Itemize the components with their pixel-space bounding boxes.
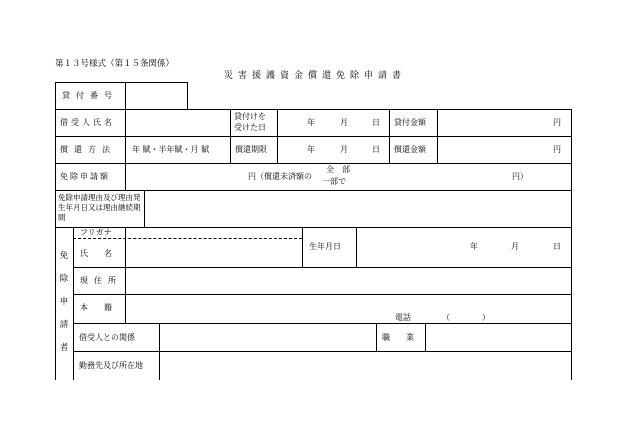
row-line-2 [55,163,572,164]
address-label: 現住所 [80,276,122,285]
form-number: 第１３号様式（第１５条関係） [55,59,175,69]
loan-date-label-1: 貸付けを [234,112,266,121]
applicant-label-1: 免 [59,251,69,261]
repayment-period-label: 償還期限 [235,145,267,154]
birth-month: 月 [511,242,519,251]
row-line-7 [73,323,572,324]
workplace-label: 勤務先及び所在地 [79,361,143,370]
applicant-name-label: 氏 名 [80,249,112,258]
relation-field[interactable] [161,325,374,349]
col-line-d [389,109,390,163]
row-line-1 [55,136,572,137]
exemption-yen-suffix: 円） [512,172,528,181]
furigana-dash [73,238,302,239]
col-line-b [230,109,231,163]
workplace-field[interactable] [161,353,570,379]
row-line-6 [73,294,572,295]
col-line-a [125,109,126,163]
address-field[interactable] [127,269,570,292]
domicile-label: 本 籍 [80,303,112,312]
col-line-h [73,227,74,380]
loan-amount-label: 貸付金額 [394,118,426,127]
row-line-4 [55,227,572,228]
col-line-g [144,190,145,227]
exemption-option-part[interactable]: 一部で [322,177,346,186]
applicant-name-field[interactable] [127,240,300,265]
applicant-label-4: 請 [59,320,69,330]
row-line-3 [55,190,572,191]
row-line-5 [73,267,572,268]
form-title: 災害援護資金償還免除申請書 [223,71,406,81]
applicant-label-2: 除 [59,274,69,284]
exemption-yen-prefix: 円（償還未済額の [248,172,312,181]
loan-date-year: 年 [307,118,315,127]
col-line-f [125,163,126,190]
applicant-label-5: 者 [59,343,69,353]
col-line-i [125,227,126,323]
row-line-8 [73,351,572,352]
loan-date-day: 日 [372,118,380,127]
loan-amount-yen: 円 [553,118,561,127]
repayment-year: 年 [307,145,315,154]
col-line-k [356,227,357,267]
repayment-amount-yen: 円 [553,145,561,154]
loan-date-label-2: 受けた日 [234,123,266,132]
col-line-m [376,323,377,351]
repayment-amount-label: 償還金額 [394,145,426,154]
col-line-c [277,109,278,163]
phone-label: 電話 [395,313,411,322]
birth-date-label: 生年月日 [309,242,341,251]
applicant-label-3: 申 [59,297,69,307]
loan-number-field[interactable] [130,92,185,106]
loan-date-month: 月 [340,118,348,127]
repayment-method-value[interactable]: 年 賦・半年賦・月 賦 [132,145,210,154]
furigana-label: フリガナ [80,228,112,237]
exemption-amount-label: 免除申請額 [60,172,110,181]
repayment-method-label: 償還方法 [60,145,116,154]
loan-number-label: 貸付番号 [62,91,118,100]
domicile-field[interactable] [127,296,570,311]
repayment-day: 日 [372,145,380,154]
occupation-field[interactable] [427,325,570,349]
phone-field[interactable]: （ ） [442,313,490,322]
col-line-n [425,323,426,351]
reason-field[interactable] [148,195,568,223]
birth-day: 日 [553,242,561,251]
occupation-label: 職 業 [382,333,414,342]
reason-label: 免除申請理由及び理由発生年月日又は理由継続期間 [58,193,141,223]
repayment-month: 月 [340,145,348,154]
col-line-e [437,109,438,163]
borrower-name-field[interactable] [127,111,228,134]
loan-number-divider [125,82,126,110]
birth-year: 年 [470,242,478,251]
exemption-option-all[interactable]: 全 部 [326,165,350,174]
relation-label: 借受人との関係 [79,333,135,342]
col-line-j [302,227,303,267]
borrower-name-label: 借受人氏名 [60,118,115,127]
col-line-l [159,323,160,380]
